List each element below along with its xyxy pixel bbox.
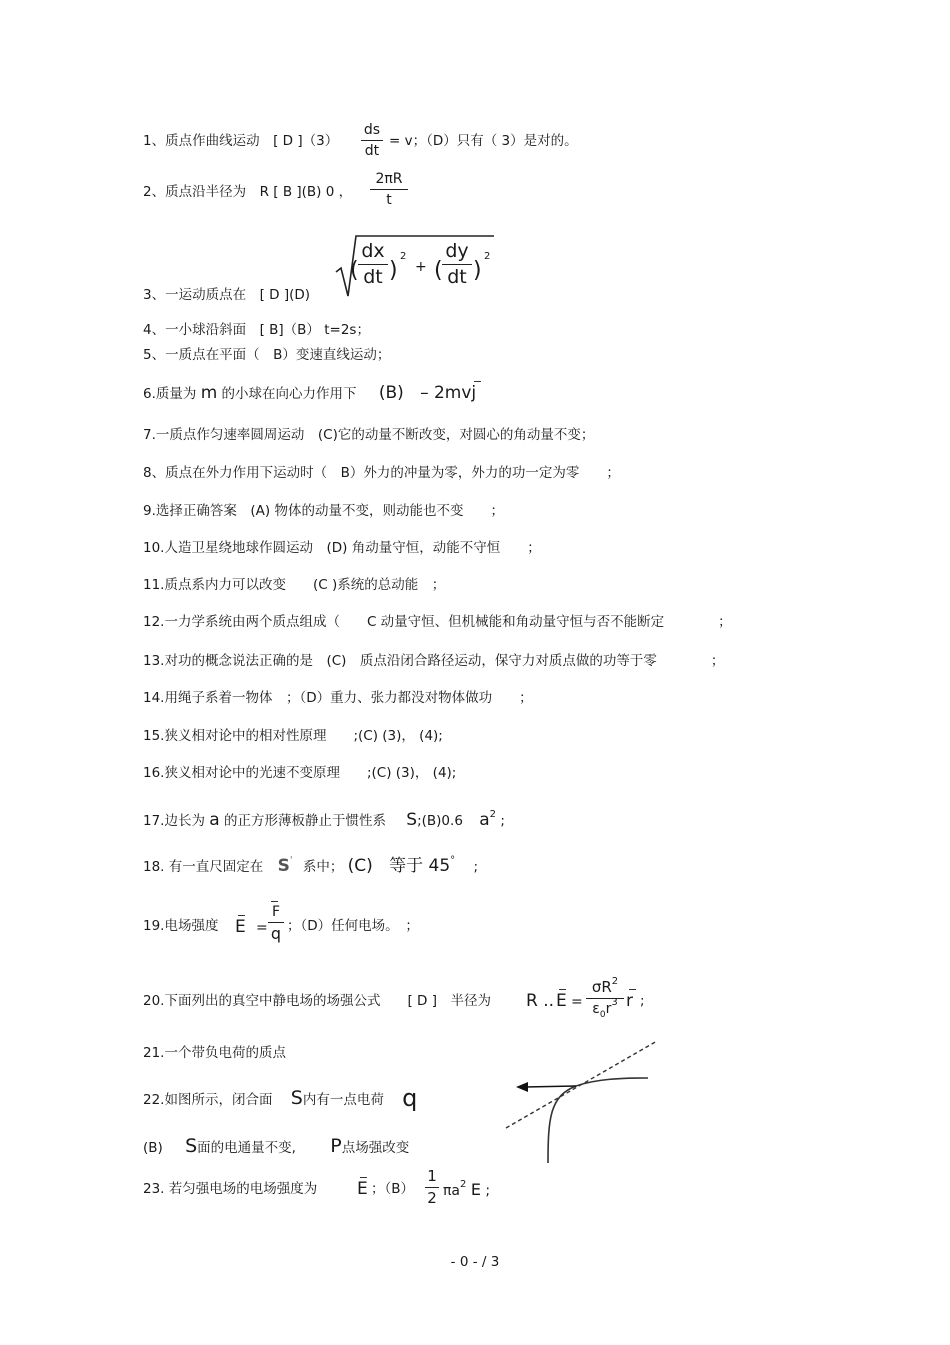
- item-8-text: 8、质点在外力作用下运动时（ B）外力的冲量为零，外力的功一定为零 ；: [143, 465, 620, 481]
- expression: – 2mv: [420, 383, 472, 403]
- symbol-r: r: [605, 1001, 612, 1017]
- equals-sign: =: [256, 920, 268, 936]
- vector-E-symbol: E: [357, 1179, 368, 1199]
- item-20-end: ;: [640, 993, 645, 1009]
- item-6: [143, 385, 476, 402]
- item-18: [143, 855, 478, 876]
- item-23: [143, 1183, 317, 1197]
- exponent: 2: [489, 809, 497, 820]
- paren-open-2: (: [434, 258, 443, 283]
- item-9-text: 9.选择正确答案 (A) 物体的动量不变，则动能也不变 ；: [143, 503, 504, 519]
- item-22-mid: 内有一点电荷: [302, 1092, 384, 1108]
- answer-choice: (C): [347, 856, 373, 876]
- item-22b: [143, 1137, 409, 1156]
- arrow-head-icon: [516, 1082, 528, 1092]
- item-20: [143, 995, 491, 1009]
- item-3: [143, 289, 310, 303]
- fraction-bar: [268, 922, 284, 923]
- item-19-tail: [287, 920, 419, 934]
- symbol-S: S: [406, 810, 418, 830]
- item-4: [143, 324, 370, 338]
- item-11-text: 11.质点系内力可以改变 (C )系统的总动能 ；: [143, 577, 446, 593]
- item-17-prefix: 17.边长为: [143, 813, 205, 829]
- exponent: 2: [611, 976, 619, 987]
- item-15: [143, 730, 443, 744]
- item-7: [143, 429, 594, 443]
- item-18-mid: 系中；: [302, 859, 344, 875]
- item-20-prefix: 20.下面列出的真空中静电场的场强公式 [ D ] 半径为: [143, 993, 491, 1009]
- item-17-mid: 的正方形薄板静止于惯性系: [224, 813, 386, 829]
- item-11: [143, 579, 445, 593]
- fraction-ds-dt: [361, 123, 383, 158]
- fraction-sigmaR2: [586, 976, 624, 1020]
- symbol-P: P: [330, 1135, 342, 1157]
- item-22: [143, 1084, 418, 1112]
- item-4-text: 4、一小球沿斜面 [ B]（B） t=2s；: [143, 322, 370, 338]
- item-2: [143, 186, 352, 200]
- symbol-S-prime: S: [277, 856, 290, 876]
- answer-choice: ;(B)0.6: [417, 813, 463, 829]
- answer-choice: (B): [378, 383, 404, 403]
- fraction-numerator: σR: [591, 978, 612, 996]
- symbol-a: a: [479, 810, 490, 830]
- field-line-figure: [500, 1038, 665, 1166]
- item-16-text: 16.狭义相对论中的光速不变原理 ;(C) (3)， (4);: [143, 765, 457, 781]
- degree-sign: °: [450, 855, 456, 866]
- fraction-bar: [425, 1187, 439, 1188]
- fraction-bar: [358, 264, 388, 265]
- fraction-dx-dt: [358, 242, 388, 287]
- page-number: - 0 - / 3: [450, 1254, 500, 1270]
- item-16: [143, 767, 456, 781]
- item-2-text: 2、质点沿半径为 R [ B ](B) 0 ，: [143, 184, 353, 200]
- item-19: [143, 920, 218, 934]
- item-12-text: 12.一力学系统由两个质点组成（ C 动量守恒、但机械能和角动量守恒与否不能断定 ；: [143, 614, 732, 630]
- item-13-text: 13.对功的概念说法正确的是 (C) 质点沿闭合路径运动，保守力对质点做的功等于零 ；: [143, 653, 725, 669]
- vector-j: j: [471, 383, 477, 403]
- item-23-expr: [443, 1179, 491, 1199]
- item-22b-mid: 面的电通量不变,: [197, 1140, 296, 1156]
- symbol-S: S: [290, 1087, 303, 1109]
- vector-r-symbol: r: [626, 991, 633, 1011]
- trajectory-curve: [548, 1078, 648, 1163]
- item-1-tail: [389, 135, 578, 149]
- fraction-numerator: 1: [427, 1167, 437, 1185]
- item-1: [143, 135, 338, 149]
- item-8: [143, 467, 620, 481]
- item-15-text: 15.狭义相对论中的相对性原理 ;(C) (3)， (4);: [143, 728, 443, 744]
- exponent: 2: [400, 251, 407, 262]
- exponent: 2: [460, 1179, 467, 1190]
- vector-E: [235, 919, 246, 936]
- equals-sign: =: [571, 994, 583, 1010]
- item-22b-prefix: (B): [143, 1140, 163, 1156]
- fraction-denominator: dt: [363, 266, 383, 288]
- item-3-text: 3、一运动质点在 [ D ](D): [143, 287, 311, 303]
- fraction-numerator: F: [268, 905, 284, 919]
- item-13: [143, 655, 724, 669]
- pi-a: πa: [443, 1183, 461, 1199]
- item-23-mid: [371, 1183, 414, 1197]
- epsilon-symbol: ε: [592, 1001, 600, 1017]
- vector-E-symbol: E: [235, 917, 246, 937]
- item-7-text: 7.一质点作匀速率圆周运动 (C)它的动量不断改变，对圆心的角动量不变；: [143, 427, 595, 443]
- fraction-bar: [442, 264, 472, 265]
- fraction-denominator: dt: [364, 143, 380, 159]
- item-12: [143, 616, 732, 630]
- item-6-mid: 的小球在向心力作用下: [221, 386, 357, 402]
- item-5-text: 5、一质点在平面（ B）变速直线运动；: [143, 347, 391, 363]
- fraction-numerator: dx: [361, 240, 385, 262]
- item-22b-end: 点场强改变: [341, 1140, 410, 1156]
- item-14: [143, 692, 533, 706]
- fraction-half: [425, 1169, 439, 1206]
- item-5: [143, 349, 390, 363]
- fraction-F-q: [268, 905, 284, 942]
- fraction-numerator: ds: [363, 122, 381, 138]
- vector-E: [357, 1181, 368, 1198]
- item-14-text: 14.用绳子系着一物体 ；（D）重力、张力都没对物体做功 ；: [143, 690, 533, 706]
- force-arrow-shaft: [524, 1086, 576, 1087]
- item-6-prefix: 6.质量为: [143, 386, 197, 402]
- fraction-2piR-t: [370, 172, 408, 207]
- paren-open-1: (: [350, 258, 359, 283]
- item-19-tail-text: ；（D）任何电场。 ；: [287, 918, 419, 934]
- item-21: [143, 1047, 286, 1061]
- symbol-S: S: [185, 1135, 198, 1157]
- item-17-end: ;: [500, 813, 505, 829]
- vector-E: [556, 993, 567, 1010]
- fraction-numerator: dy: [445, 240, 469, 262]
- vector-r: [626, 993, 633, 1010]
- fraction-bar: [586, 998, 624, 999]
- exponent: 3: [611, 997, 618, 1008]
- item-21-text: 21.一个带负电荷的质点: [143, 1045, 286, 1061]
- fraction-denominator: dt: [447, 266, 467, 288]
- fraction-numerator: 2πR: [375, 171, 403, 187]
- item-18-prefix: 18. 有一直尺固定在: [143, 859, 264, 875]
- item-22-prefix: 22.如图所示，闭合面: [143, 1092, 273, 1108]
- symbol-q: q: [402, 1084, 418, 1112]
- plus-sign: +: [415, 259, 427, 275]
- fraction-dy-dt: [442, 242, 472, 287]
- fraction-denominator: 2: [427, 1189, 437, 1207]
- item-19-prefix: 19.电场强度: [143, 918, 219, 934]
- item-1-tail-text: = v；（D）只有（ 3）是对的。: [389, 133, 578, 149]
- subscript: 0: [599, 1010, 606, 1020]
- item-18-eq: 等于 45: [389, 856, 451, 876]
- symbol-m: m: [200, 383, 218, 403]
- paren-close-1: ): [389, 258, 398, 283]
- fraction-bar: [370, 189, 408, 190]
- item-10-text: 10.人造卫星绕地球作圆运动 (D) 角动量守恒，动能不守恒 ；: [143, 540, 541, 556]
- symbol-a: a: [209, 810, 220, 830]
- item-10: [143, 542, 541, 556]
- item-9: [143, 505, 504, 519]
- fraction-denominator: t: [386, 192, 392, 208]
- item-1-text: 1、质点作曲线运动 [ D ]（3）: [143, 133, 339, 149]
- item-23-end: ;: [485, 1183, 491, 1199]
- vector-E-symbol: E: [556, 991, 567, 1011]
- item-23-mid-text: ；（B）: [371, 1181, 415, 1197]
- paren-close-2: ): [473, 258, 482, 283]
- item-17: [143, 809, 505, 830]
- prime-mark: ': [289, 855, 293, 866]
- exponent: 2: [484, 251, 491, 262]
- fraction-denominator: q: [270, 924, 282, 943]
- item-18-end: ;: [473, 859, 478, 875]
- fraction-bar: [361, 140, 383, 141]
- item-23-prefix: 23. 若匀强电场的电场强度为: [143, 1181, 318, 1197]
- symbol-R: R ..: [526, 991, 555, 1011]
- symbol-E: E: [470, 1180, 481, 1199]
